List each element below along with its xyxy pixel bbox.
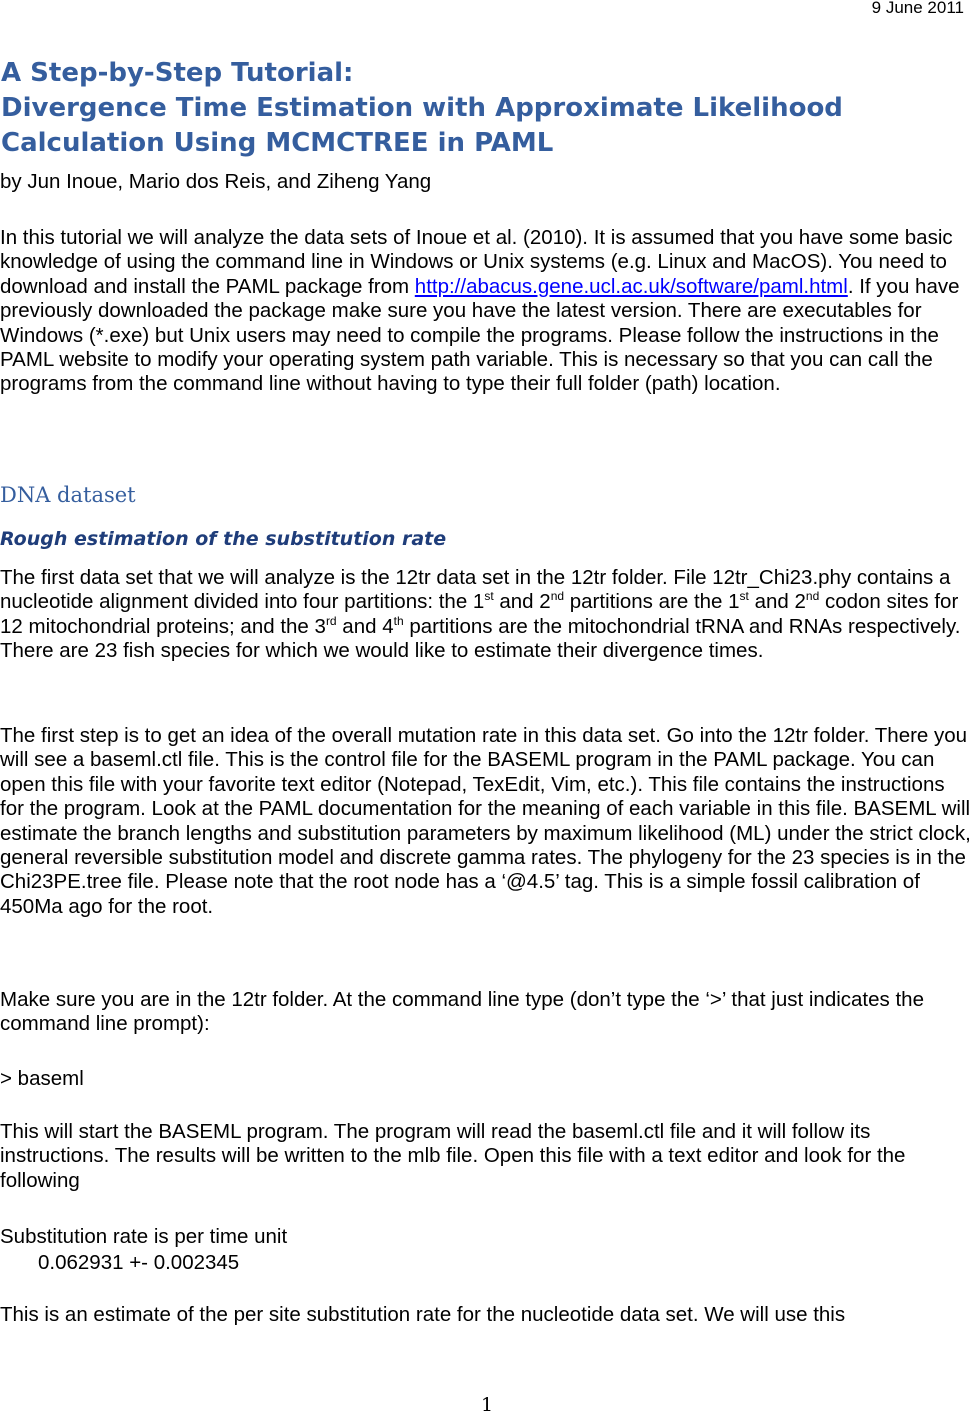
- intro-paragraph: [0, 226, 972, 397]
- superscript: th: [393, 613, 404, 628]
- page-number: 1: [480, 1394, 494, 1416]
- header-date: 9 June 2011: [871, 0, 964, 17]
- para1-text: codon sites for 12 mitochondrial proteins; and the 3: [0, 590, 959, 638]
- para1-text: partitions are the 1: [564, 590, 740, 614]
- paragraph-data-set: [0, 566, 972, 664]
- title-line-2: Divergence Time Estimation with Approximate Likelihood: [1, 93, 843, 123]
- document-title: [1, 56, 961, 161]
- title-line-3: Calculation Using MCMCTREE in PAML: [1, 128, 554, 158]
- para1-text: and 2: [748, 590, 806, 614]
- output-value: 0.062931 +- 0.002345: [38, 1251, 240, 1274]
- authors: by Jun Inoue, Mario dos Reis, and Ziheng Yang: [0, 170, 432, 193]
- para1-text: The first data set that we will analyze is the 12tr data set in the 12tr folder. File 12tr_Chi23.phy contains a nucleotide alignment divided into four partitions: the 1: [0, 566, 951, 614]
- para1-text: partitions are the mitochondrial tRNA and RNAs respectively. There are 23 fish species for which we would like to estimate their divergence times.: [0, 614, 961, 663]
- superscript: st: [484, 589, 494, 604]
- superscript: rd: [325, 613, 337, 628]
- paml-download-link[interactable]: http://abacus.gene.ucl.ac.uk/software/paml.html: [414, 274, 848, 298]
- output-label: Substitution rate is per time unit: [0, 1225, 288, 1248]
- command-line-example: > baseml: [0, 1067, 84, 1090]
- paragraph-baseml-run: This will start the BASEML program. The program will read the baseml.ctl file and it will follow its instructions. The results will be written to the mlb file. Open this file with a text editor and look for the following: [0, 1120, 906, 1192]
- title-line-1: A Step-by-Step Tutorial:: [1, 58, 354, 88]
- intro-text-before-link: In this tutorial we will analyze the data sets of Inoue et al. (2010). It is assumed that you have some basic knowledge of using the command line in Windows or Unix systems (e.g. Linux and MacOS). You need to download and install the PAML package from: [0, 226, 953, 298]
- paragraph-command-instructions: Make sure you are in the 12tr folder. At the command line type (don’t type the ‘>’ that just indicates the command line prompt):: [0, 988, 924, 1036]
- superscript: nd: [550, 589, 565, 604]
- superscript: st: [739, 589, 749, 604]
- paragraph-first-step: The first step is to get an idea of the overall mutation rate in this data set. Go into the 12tr folder. There you will see a baseml.ctl file. This is the control file for the BASEML program in the PAML package. You can open this file with your favorite text editor (Notepad, TexEdit, Vim, etc.). This file contains the instructions for the program. Look at the PAML documentation for the meaning of each variable in this file. BASEML will estimate the branch lengths and substitution parameters by maximum likelihood (ML) under the strict clock, general reversible substitution model and discrete gamma rates. The phylogeny for the 23 species is in the Chi23PE.tree file. Please note that the root node has a ‘@4.5’ tag. This is a simple fossil calibration of 450Ma ago for the root.: [0, 724, 971, 918]
- superscript: nd: [805, 589, 820, 604]
- subsection-heading: Rough estimation of the substitution rate: [0, 528, 447, 550]
- para1-text: and 2: [493, 590, 551, 614]
- section-heading: DNA dataset: [0, 483, 136, 507]
- intro-text-after-link: . If you have previously downloaded the package make sure you have the latest version. There are executables for Windows (*.exe) but Unix users may need to compile the programs. Please follow the instructions in the PAML website to modify your operating system path variable. This is necessary so that you can call the programs from the command line without having to type their full folder (path) location.: [0, 274, 960, 396]
- para1-text: and 4: [336, 614, 394, 638]
- paragraph-rate-estimate: This is an estimate of the per site substitution rate for the nucleotide data set. We will use this: [0, 1303, 846, 1326]
